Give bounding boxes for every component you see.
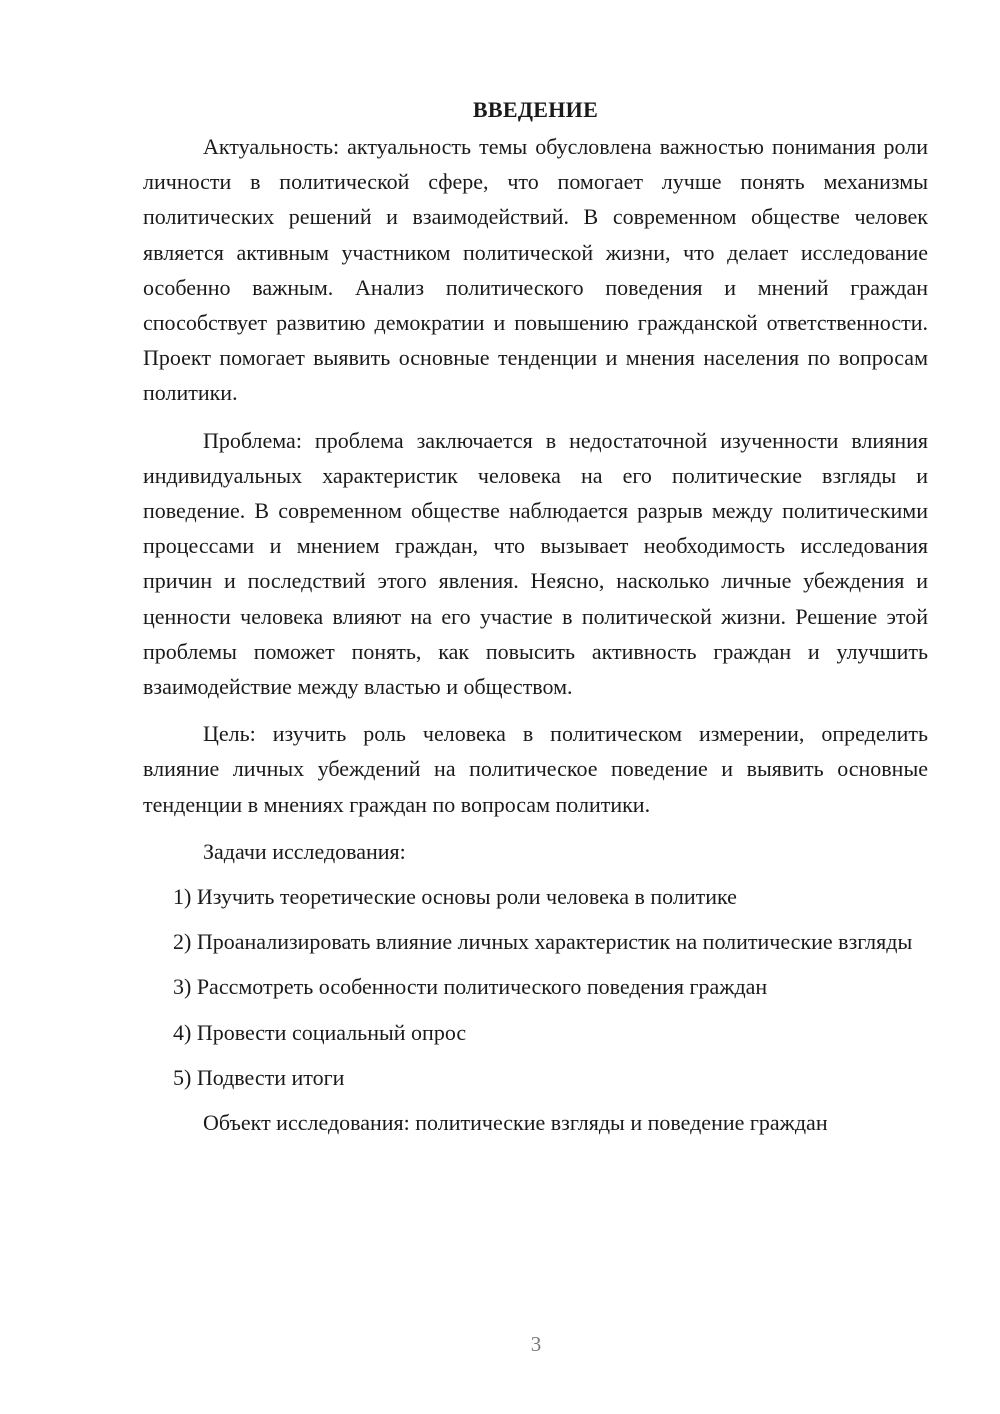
paragraph-relevance: Актуальность: актуальность темы обусловлена важностью понимания роли личности в политической сфере, что помогает лучше понять механизмы политических решений и взаимодействий. В современном обществе человек является активным участником политической жизни, что делает исследование особенно важным. Анализ политического поведения и мнений граждан способствует развитию демократии и повышению гражданской ответственности. Проект помогает выявить основные тенденции и мнения населения по вопросам политики. <box>143 134 928 406</box>
paragraph-problem: Проблема: проблема заключается в недостаточной изученности влияния индивидуальных характеристик человека на его политические взгляды и поведение. В современном обществе наблюдается разрыв между политическими процессами и мнением граждан, что вызывает необходимость исследования причин и последствий этого явления. Неясно, насколько личные убеждения и ценности человека влияют на его участие в политической жизни. Решение этой проблемы поможет понять, как повысить активность граждан и улучшить взаимодействие между властью и обществом. <box>143 427 928 700</box>
task-item: 2) Проанализировать влияние личных характеристик на политические взгляды <box>173 929 913 955</box>
page-number: 3 <box>530 1332 542 1356</box>
task-item: 4) Провести социальный опрос <box>173 1019 467 1045</box>
tasks-heading: Задачи исследования: <box>203 838 406 864</box>
task-item: 5) Подвести итоги <box>173 1064 345 1090</box>
section-title: ВВЕДЕНИЕ <box>472 97 599 122</box>
task-item: 1) Изучить теоретические основы роли человека в политике <box>173 884 737 910</box>
task-item: 3) Рассмотреть особенности политического поведения граждан <box>173 974 768 1000</box>
paragraph-goal: Цель: изучить роль человека в политическом измерении, определить влияние личных убеждений на политическое поведение и выявить основные тенденции в мнениях граждан по вопросам политики. <box>143 721 928 817</box>
page-content <box>143 92 928 1140</box>
research-object: Объект исследования: политические взгляды и поведение граждан <box>203 1110 828 1136</box>
